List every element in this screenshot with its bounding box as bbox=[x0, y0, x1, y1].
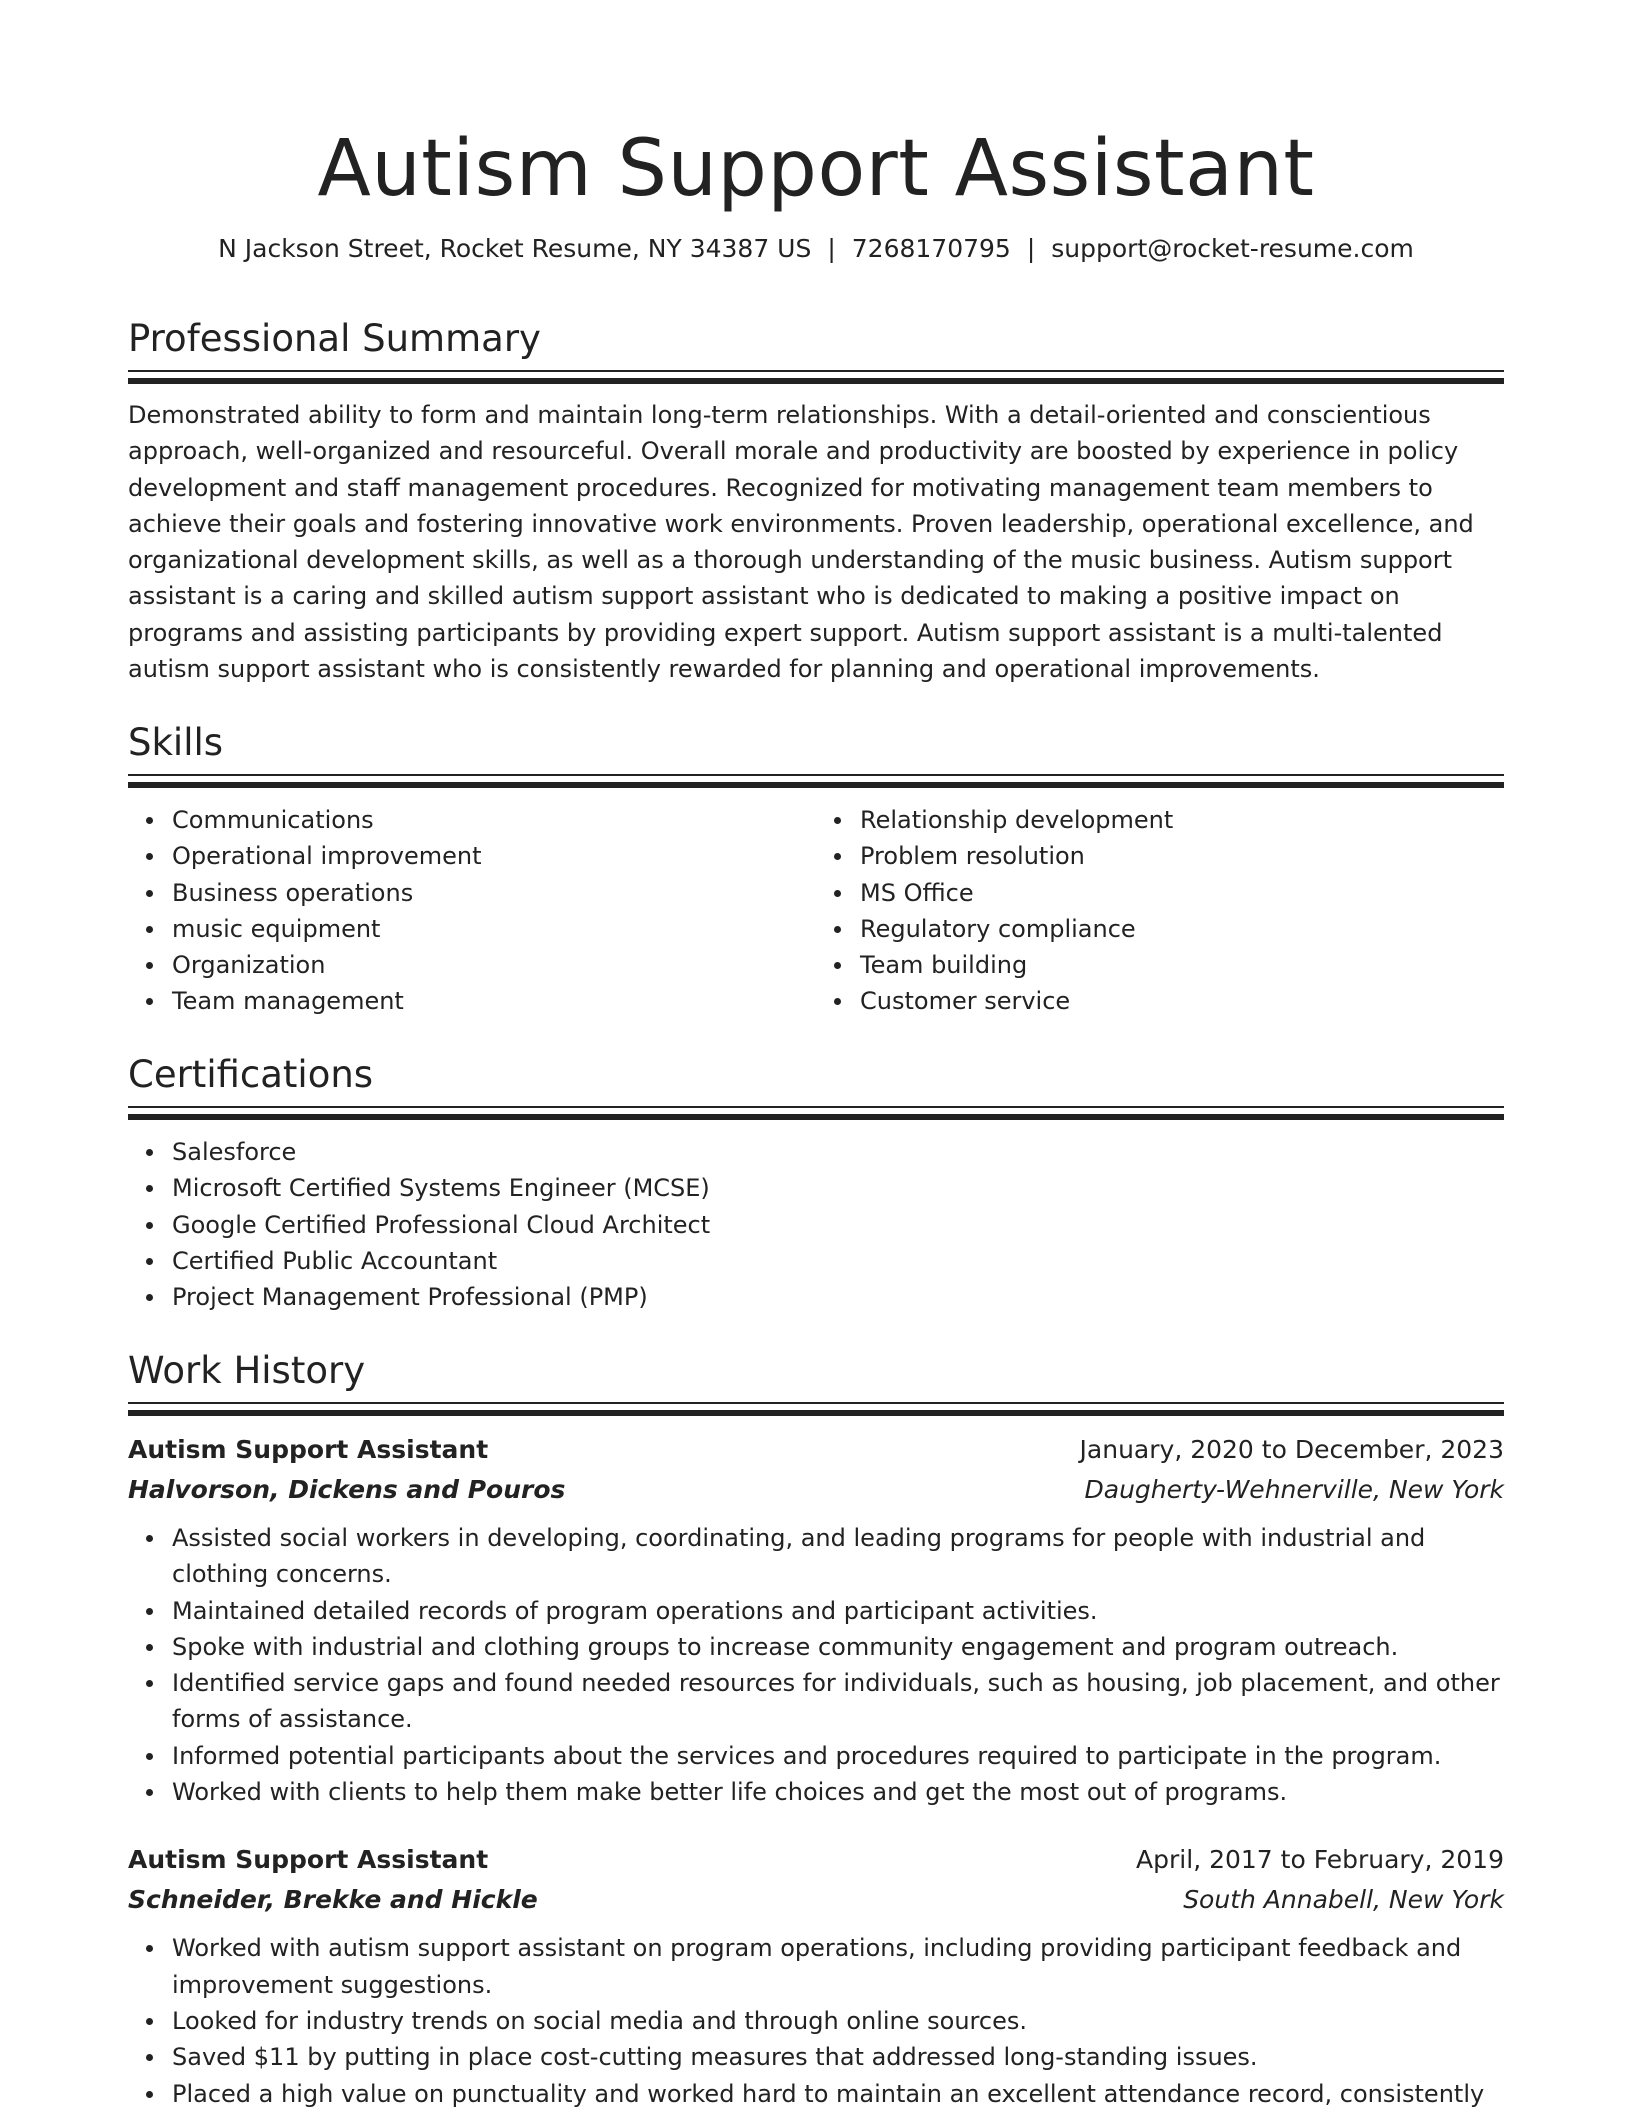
contact-phone: 7268170795 bbox=[851, 234, 1011, 263]
skill-item: Team management bbox=[172, 983, 796, 1019]
contact-separator: | bbox=[827, 234, 836, 263]
skills-list-left bbox=[128, 802, 796, 1020]
skill-item: Regulatory compliance bbox=[860, 911, 1484, 947]
job-bullet: Informed potential participants about the services and procedures required to participate in the program. bbox=[172, 1738, 1504, 1774]
resume-page bbox=[128, 0, 1504, 2108]
certification-item: Microsoft Certified Systems Engineer (MCSE) bbox=[172, 1170, 1504, 1206]
job-entry bbox=[128, 1840, 1504, 2111]
job-location: Daugherty-Wehnerville, New York bbox=[1084, 1475, 1504, 1504]
job-company: Halvorson, Dickens and Pouros bbox=[128, 1475, 566, 1504]
skill-item: Team building bbox=[860, 947, 1484, 983]
job-bullet: Worked with autism support assistant on program operations, including providing participant feedback and improvement suggestions. bbox=[172, 1930, 1504, 2003]
skill-item: Problem resolution bbox=[860, 838, 1484, 874]
skill-item: Organization bbox=[172, 947, 796, 983]
contact-separator: | bbox=[1026, 234, 1036, 263]
section-divider bbox=[128, 1402, 1504, 1416]
job-bullets bbox=[128, 1520, 1504, 1810]
job-dates: April, 2017 to February, 2019 bbox=[1136, 1845, 1504, 1875]
certification-item: Certified Public Accountant bbox=[172, 1243, 1504, 1279]
job-bullet: Saved $11 by putting in place cost-cutting measures that addressed long-standing issues. bbox=[172, 2039, 1504, 2075]
section-divider bbox=[128, 370, 1504, 384]
certification-item: Google Certified Professional Cloud Architect bbox=[172, 1207, 1504, 1243]
summary-text: Demonstrated ability to form and maintain long-term relationships. With a detail-oriented and conscientious approach, well-organized and resourceful. Overall morale and productivity are boosted by experience in policy development and staff management procedures. Recognized for motivating management team members to achieve their goals and fostering innovative work environments. Proven leadership, operational excellence, and organizational development skills, as well as a thorough understanding of the music business. Autism support assistant is a caring and skilled autism support assistant who is dedicated to making a positive impact on programs and assisting participants by providing expert support. Autism support assistant is a multi-talented autism support assistant who is consistently rewarded for planning and operational improvements. bbox=[128, 401, 1474, 684]
section-title-summary: Professional Summary bbox=[128, 317, 541, 360]
section-divider bbox=[128, 774, 1504, 788]
job-location: South Annabell, New York bbox=[1183, 1885, 1504, 1915]
job-subheader bbox=[128, 1470, 1504, 1510]
job-header bbox=[128, 1430, 1504, 1470]
job-bullet: Maintained detailed records of program operations and participant activities. bbox=[172, 1593, 1504, 1629]
section-title-skills: Skills bbox=[128, 721, 224, 764]
job-bullet: Worked with clients to help them make better life choices and get the most out of programs. bbox=[172, 1774, 1504, 1810]
certifications-section bbox=[128, 1052, 1504, 1315]
job-bullet: Assisted social workers in developing, coordinating, and leading programs for people with industrial and clothing concerns. bbox=[172, 1520, 1504, 1593]
work-history-section bbox=[128, 1348, 1504, 2112]
job-bullet: Spoke with industrial and clothing groups to increase community engagement and program outreach. bbox=[172, 1629, 1504, 1665]
contact-email[interactable]: support@rocket-resume.com bbox=[1051, 234, 1414, 263]
skill-item: MS Office bbox=[860, 875, 1484, 911]
resume-name: Autism Support Assistant bbox=[317, 124, 1315, 214]
job-bullet: Looked for industry trends on social media and through online sources. bbox=[172, 2003, 1504, 2039]
certifications-list bbox=[128, 1134, 1504, 1315]
section-title-certifications: Certifications bbox=[128, 1053, 374, 1096]
job-entry bbox=[128, 1430, 1504, 1810]
skill-item: Business operations bbox=[172, 875, 796, 911]
job-title: Autism Support Assistant bbox=[128, 1435, 489, 1464]
job-bullets bbox=[128, 1930, 1504, 2111]
skill-item: Communications bbox=[172, 802, 796, 838]
job-subheader bbox=[128, 1880, 1504, 1920]
skill-item: Customer service bbox=[860, 983, 1484, 1019]
job-company: Schneider, Brekke and Hickle bbox=[128, 1885, 538, 1915]
skills-section bbox=[128, 720, 1504, 1020]
job-dates: January, 2020 to December, 2023 bbox=[1079, 1435, 1504, 1464]
certification-item: Project Management Professional (PMP) bbox=[172, 1279, 1504, 1315]
skill-item: Relationship development bbox=[860, 802, 1484, 838]
skills-grid bbox=[128, 788, 1504, 1020]
job-bullet: Placed a high value on punctuality and worked hard to maintain an excellent attendance record, consistently bbox=[172, 2076, 1504, 2112]
skill-item: music equipment bbox=[172, 911, 796, 947]
skills-list-right bbox=[816, 802, 1484, 1020]
contact-line bbox=[128, 233, 1504, 265]
job-bullet: Identified service gaps and found needed resources for individuals, such as housing, job placement, and other forms of assistance. bbox=[172, 1665, 1504, 1738]
section-title-work-history: Work History bbox=[128, 1349, 366, 1392]
contact-address: N Jackson Street, Rocket Resume, NY 34387 US bbox=[218, 234, 812, 263]
summary-section bbox=[128, 316, 1504, 687]
job-header bbox=[128, 1840, 1504, 1880]
skill-item: Operational improvement bbox=[172, 838, 796, 874]
certification-item: Salesforce bbox=[172, 1134, 1504, 1170]
job-title: Autism Support Assistant bbox=[128, 1845, 489, 1875]
section-divider bbox=[128, 1106, 1504, 1120]
